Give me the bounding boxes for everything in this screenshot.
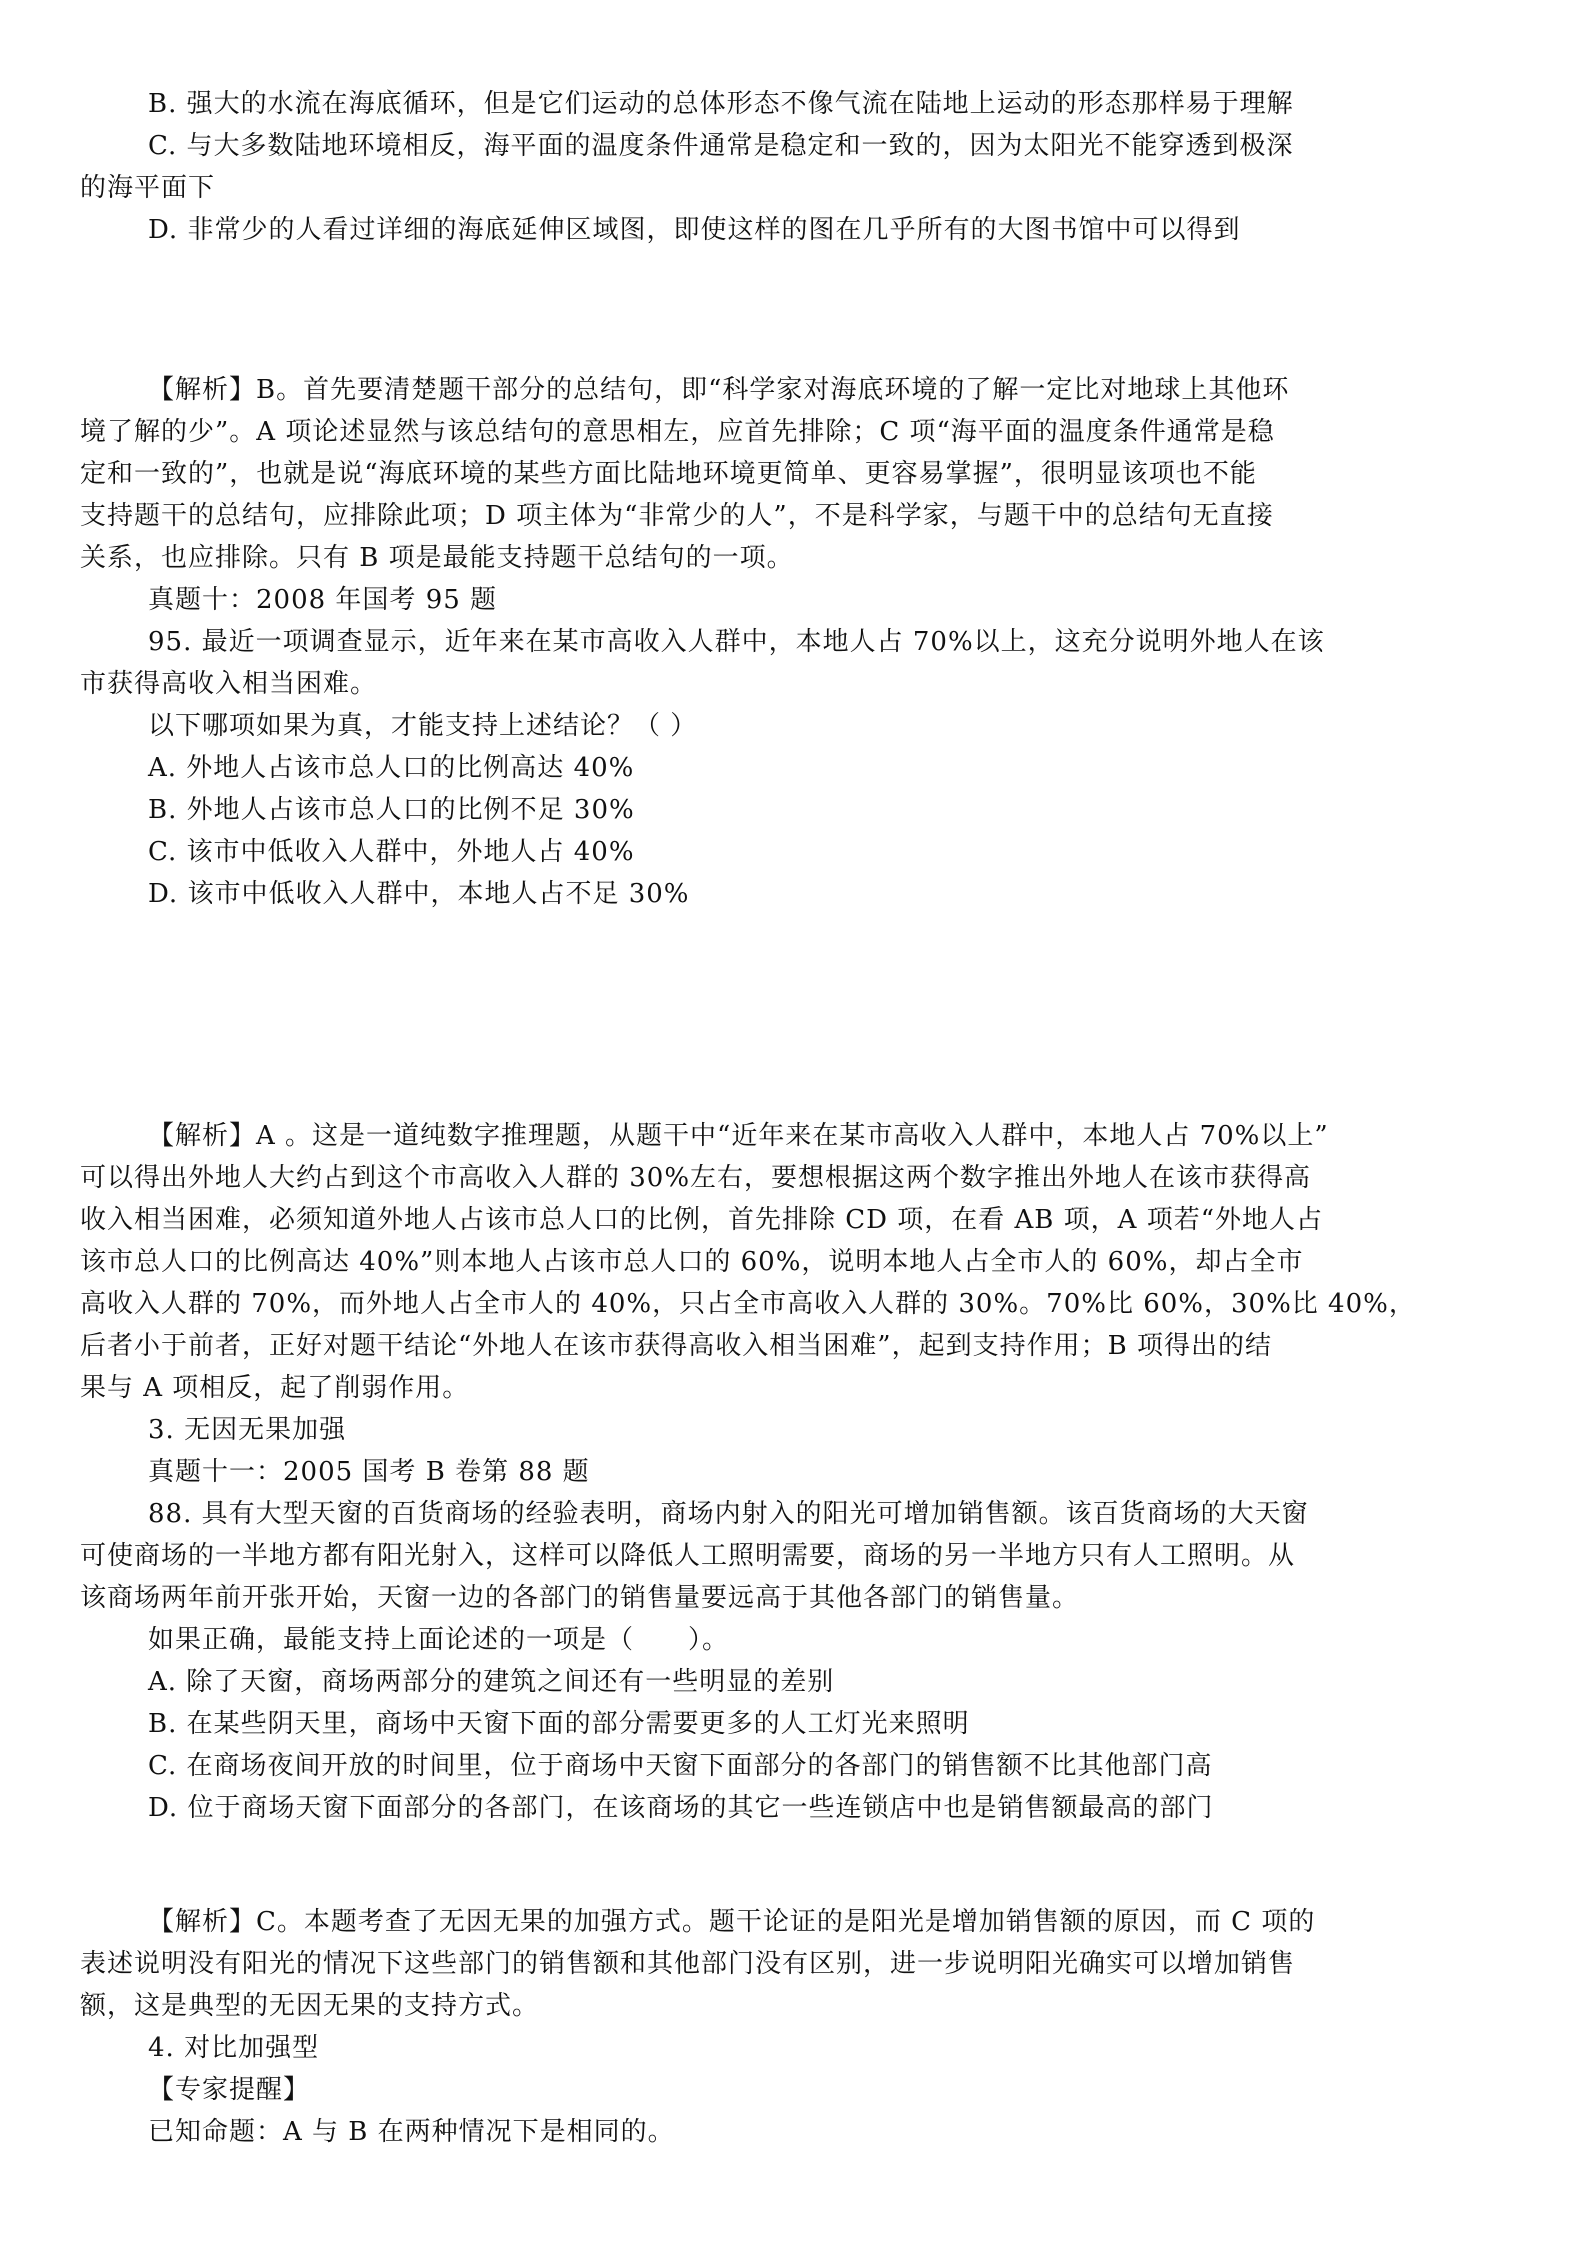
- option-b: B. 外地人占该市总人口的比例不足 30%: [148, 795, 635, 825]
- option-b: B. 强大的水流在海底循环，但是它们运动的总体形态不像气流在陆地上运动的形态那样易于理解: [148, 89, 1294, 119]
- option-c: C. 该市中低收入人群中，外地人占 40%: [148, 837, 635, 867]
- section-heading: 4. 对比加强型: [148, 2033, 320, 2063]
- question-stem-continued: 可使商场的一半地方都有阳光射入，这样可以降低人工照明需要，商场的另一半地方只有人工照明。从: [80, 1541, 1296, 1571]
- option-b: B. 在某些阴天里，商场中天窗下面的部分需要更多的人工灯光来照明: [148, 1709, 970, 1739]
- option-d: D. 该市中低收入人群中，本地人占不足 30%: [148, 879, 690, 909]
- known-proposition: 已知命题：A 与 B 在两种情况下是相同的。: [148, 2117, 675, 2147]
- analysis-line: 高收入人群的 70%，而外地人占全市人的 40%，只占全市高收入人群的 30%。70%比 60%，30%比 40%，: [80, 1289, 1416, 1319]
- question-source: 真题十一：2005 国考 B 卷第 88 题: [148, 1457, 590, 1487]
- question-ask: 以下哪项如果为真，才能支持上述结论？（ ）: [148, 711, 698, 741]
- question-stem-continued: 市获得高收入相当困难。: [80, 669, 378, 699]
- analysis-line: 表述说明没有阳光的情况下这些部门的销售额和其他部门没有区别，进一步说明阳光确实可以增加销售: [80, 1949, 1296, 1979]
- analysis-line: 可以得出外地人大约占到这个市高收入人群的 30%左右，要想根据这两个数字推出外地人在该市获得高: [80, 1163, 1312, 1193]
- analysis-line: 【解析】B。首先要清楚题干部分的总结句，即“科学家对海底环境的了解一定比对地球上其他环: [148, 375, 1290, 405]
- analysis-line: 额，这是典型的无因无果的支持方式。: [80, 1991, 540, 2021]
- option-c: C. 与大多数陆地环境相反，海平面的温度条件通常是稳定和一致的，因为太阳光不能穿透到极深: [148, 131, 1294, 161]
- analysis-line: 后者小于前者，正好对题干结论“外地人在该市获得高收入相当困难”，起到支持作用；B 项得出的结: [80, 1331, 1272, 1361]
- option-c-continued: 的海平面下: [80, 173, 216, 203]
- option-d: D. 位于商场天窗下面部分的各部门，在该商场的其它一些连锁店中也是销售额最高的部门: [148, 1793, 1214, 1823]
- analysis-line: 境了解的少”。A 项论述显然与该总结句的意思相左，应首先排除；C 项“海平面的温度条件通常是稳: [80, 417, 1275, 447]
- question-stem: 95. 最近一项调查显示，近年来在某市高收入人群中，本地人占 70%以上，这充分说明外地人在该: [148, 627, 1325, 657]
- question-ask: 如果正确，最能支持上面论述的一项是（ ）。: [148, 1625, 730, 1655]
- analysis-line: 果与 A 项相反，起了削弱作用。: [80, 1373, 470, 1403]
- analysis-line: 【解析】C。本题考查了无因无果的加强方式。题干论证的是阳光是增加销售额的原因，而 C 项的: [148, 1907, 1316, 1937]
- section-heading: 3. 无因无果加强: [148, 1415, 347, 1445]
- question-stem: 88. 具有大型天窗的百货商场的经验表明，商场内射入的阳光可增加销售额。该百货商场的大天窗: [148, 1499, 1309, 1529]
- option-d: D. 非常少的人看过详细的海底延伸区域图，即使这样的图在几乎所有的大图书馆中可以得到: [148, 215, 1241, 245]
- question-stem-continued: 该商场两年前开张开始，天窗一边的各部门的销售量要远高于其他各部门的销售量。: [80, 1583, 1080, 1613]
- question-source: 真题十：2008 年国考 95 题: [148, 585, 498, 615]
- analysis-line: 收入相当困难，必须知道外地人占该市总人口的比例，首先排除 CD 项，在看 AB 项，A 项若“外地人占: [80, 1205, 1324, 1235]
- expert-tip-heading: 【专家提醒】: [148, 2075, 311, 2105]
- analysis-line: 定和一致的”，也就是说“海底环境的某些方面比陆地环境更简单、更容易掌握”，很明显该项也不能: [80, 459, 1257, 489]
- analysis-line: 支持题干的总结句，应排除此项；D 项主体为“非常少的人”，不是科学家，与题干中的总结句无直接: [80, 501, 1274, 531]
- analysis-line: 关系，也应排除。只有 B 项是最能支持题干总结句的一项。: [80, 543, 794, 573]
- analysis-line: 该市总人口的比例高达 40%”则本地人占该市总人口的 60%，说明本地人占全市人的 60%，却占全市: [80, 1247, 1304, 1277]
- analysis-line: 【解析】A 。这是一道纯数字推理题，从题干中“近年来在某市高收入人群中，本地人占 70%以上”: [148, 1121, 1329, 1151]
- option-c: C. 在商场夜间开放的时间里，位于商场中天窗下面部分的各部门的销售额不比其他部门高: [148, 1751, 1213, 1781]
- option-a: A. 除了天窗，商场两部分的建筑之间还有一些明显的差别: [148, 1667, 835, 1697]
- option-a: A. 外地人占该市总人口的比例高达 40%: [148, 753, 635, 783]
